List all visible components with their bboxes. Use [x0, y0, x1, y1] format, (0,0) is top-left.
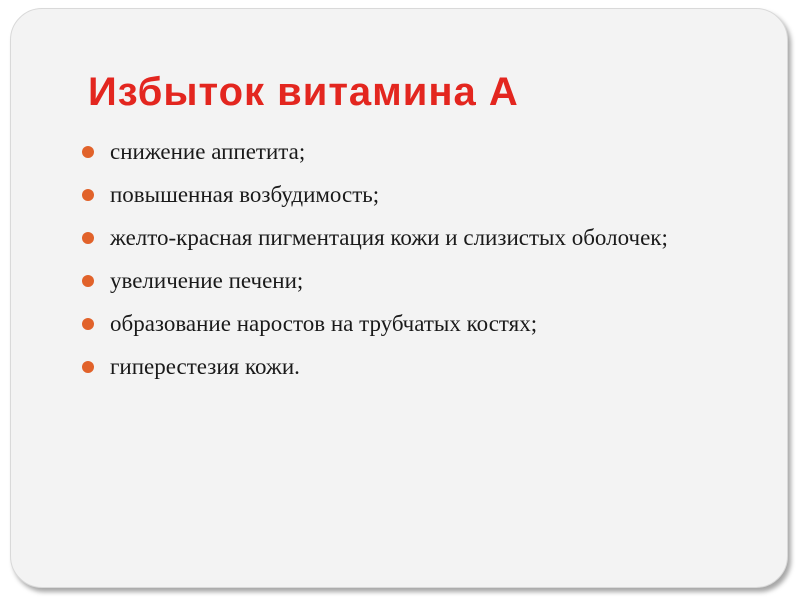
list-item-text: образование наростов на трубчатых костях;: [110, 311, 538, 336]
bullet-list: [82, 136, 722, 394]
list-item-text: желто-красная пигментация кожи и слизистых оболочек;: [110, 225, 668, 250]
bullet-dot-icon: [82, 189, 94, 201]
list-item: [82, 222, 722, 254]
list-item-text: повышенная возбудимость;: [110, 182, 380, 207]
list-item: [82, 136, 722, 168]
slide-title: Избыток витамина А: [88, 70, 519, 114]
list-item: [82, 179, 722, 211]
list-item-text: снижение аппетита;: [110, 139, 306, 164]
list-item: [82, 308, 722, 340]
list-item: [82, 351, 722, 383]
bullet-dot-icon: [82, 232, 94, 244]
list-item-text: увеличение печени;: [110, 268, 304, 293]
bullet-dot-icon: [82, 361, 94, 373]
bullet-dot-icon: [82, 275, 94, 287]
list-item: [82, 265, 722, 297]
bullet-dot-icon: [82, 146, 94, 158]
list-item-text: гиперестезия кожи.: [110, 354, 300, 379]
bullet-dot-icon: [82, 318, 94, 330]
